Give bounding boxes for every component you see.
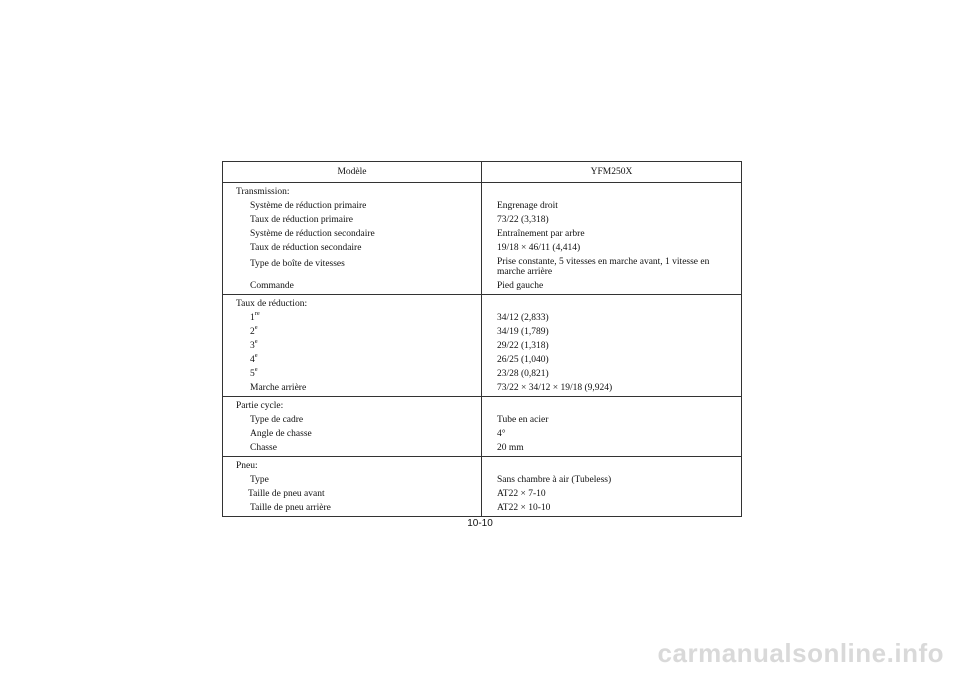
table-row xyxy=(223,199,742,213)
gear-ordinal: e xyxy=(254,365,258,373)
spec-label: Type de boîte de vitesses xyxy=(223,255,482,279)
spec-value: Entraînement par arbre xyxy=(482,227,742,241)
table-row xyxy=(223,473,742,487)
table-row xyxy=(223,279,742,295)
spec-value: 19/18 × 46/11 (4,414) xyxy=(482,241,742,255)
gear-number: 3 xyxy=(250,341,255,351)
spec-value: 73/22 × 34/12 × 19/18 (9,924) xyxy=(482,381,742,397)
spec-value: Tube en acier xyxy=(482,413,742,427)
section-title: Partie cycle: xyxy=(223,397,482,414)
table-row xyxy=(223,213,742,227)
gear-label xyxy=(223,311,482,325)
specifications-table xyxy=(222,161,742,517)
gear-ordinal: e xyxy=(254,351,258,359)
gear-label xyxy=(223,367,482,381)
table-row xyxy=(223,427,742,441)
section-title: Pneu: xyxy=(223,457,482,474)
table-row xyxy=(223,367,742,381)
chassis-section xyxy=(223,397,742,457)
section-title-row xyxy=(223,183,742,200)
gear-label xyxy=(223,353,482,367)
spec-label: Système de réduction secondaire xyxy=(223,227,482,241)
header-model-value: YFM250X xyxy=(482,162,742,183)
spec-value: 34/12 (2,833) xyxy=(482,311,742,325)
gear-ordinal: e xyxy=(254,337,258,345)
table-row xyxy=(223,241,742,255)
watermark: carmanualsonline.info xyxy=(657,638,944,668)
table-row xyxy=(223,325,742,339)
table-row xyxy=(223,311,742,325)
gear-label xyxy=(223,339,482,353)
transmission-section xyxy=(223,183,742,295)
table-row xyxy=(223,441,742,457)
spec-label: Taux de réduction primaire xyxy=(223,213,482,227)
spec-value: 34/19 (1,789) xyxy=(482,325,742,339)
table-row xyxy=(223,353,742,367)
spec-value: 23/28 (0,821) xyxy=(482,367,742,381)
spec-value: AT22 × 7-10 xyxy=(482,487,742,501)
spec-value: 20 mm xyxy=(482,441,742,457)
section-title-row xyxy=(223,295,742,312)
spec-label: Commande xyxy=(223,279,482,295)
spec-label: Taille de pneu arrière xyxy=(223,501,482,517)
spec-label: Type de cadre xyxy=(223,413,482,427)
spec-label: Taille de pneu avant xyxy=(223,487,482,501)
gear-number: 5 xyxy=(250,369,255,379)
table-row xyxy=(223,487,742,501)
spec-value: Sans chambre à air (Tubeless) xyxy=(482,473,742,487)
table-row xyxy=(223,501,742,517)
spec-value: 73/22 (3,318) xyxy=(482,213,742,227)
section-title-row xyxy=(223,457,742,474)
table-row xyxy=(223,227,742,241)
gear-number: 4 xyxy=(250,355,255,365)
spec-value: 4° xyxy=(482,427,742,441)
spec-label: Système de réduction primaire xyxy=(223,199,482,213)
gear-label xyxy=(223,325,482,339)
table-header-row xyxy=(223,162,742,183)
section-title: Transmission: xyxy=(223,183,482,200)
table-row xyxy=(223,255,742,279)
spec-label: Chasse xyxy=(223,441,482,457)
tire-section xyxy=(223,457,742,517)
table-row xyxy=(223,381,742,397)
gear-ordinal: re xyxy=(254,309,260,317)
spec-value: Pied gauche xyxy=(482,279,742,295)
table-row xyxy=(223,413,742,427)
gear-number: 2 xyxy=(250,327,255,337)
spec-value: 29/22 (1,318) xyxy=(482,339,742,353)
spec-label: Angle de chasse xyxy=(223,427,482,441)
header-model: Modèle xyxy=(223,162,482,183)
spec-value: Prise constante, 5 vitesses en marche avant, 1 vitesse en marche arrière xyxy=(482,255,742,279)
section-title-row xyxy=(223,397,742,414)
spec-label: Type xyxy=(223,473,482,487)
ratios-section xyxy=(223,295,742,397)
gear-number: 1 xyxy=(250,313,255,323)
spec-value: 26/25 (1,040) xyxy=(482,353,742,367)
section-title: Taux de réduction: xyxy=(223,295,482,312)
spec-label: Marche arrière xyxy=(223,381,482,397)
spec-value: AT22 × 10-10 xyxy=(482,501,742,517)
gear-ordinal: e xyxy=(254,323,258,331)
spec-value: Engrenage droit xyxy=(482,199,742,213)
table-row xyxy=(223,339,742,353)
spec-label: Taux de réduction secondaire xyxy=(223,241,482,255)
page-number: 10-10 xyxy=(467,518,493,529)
